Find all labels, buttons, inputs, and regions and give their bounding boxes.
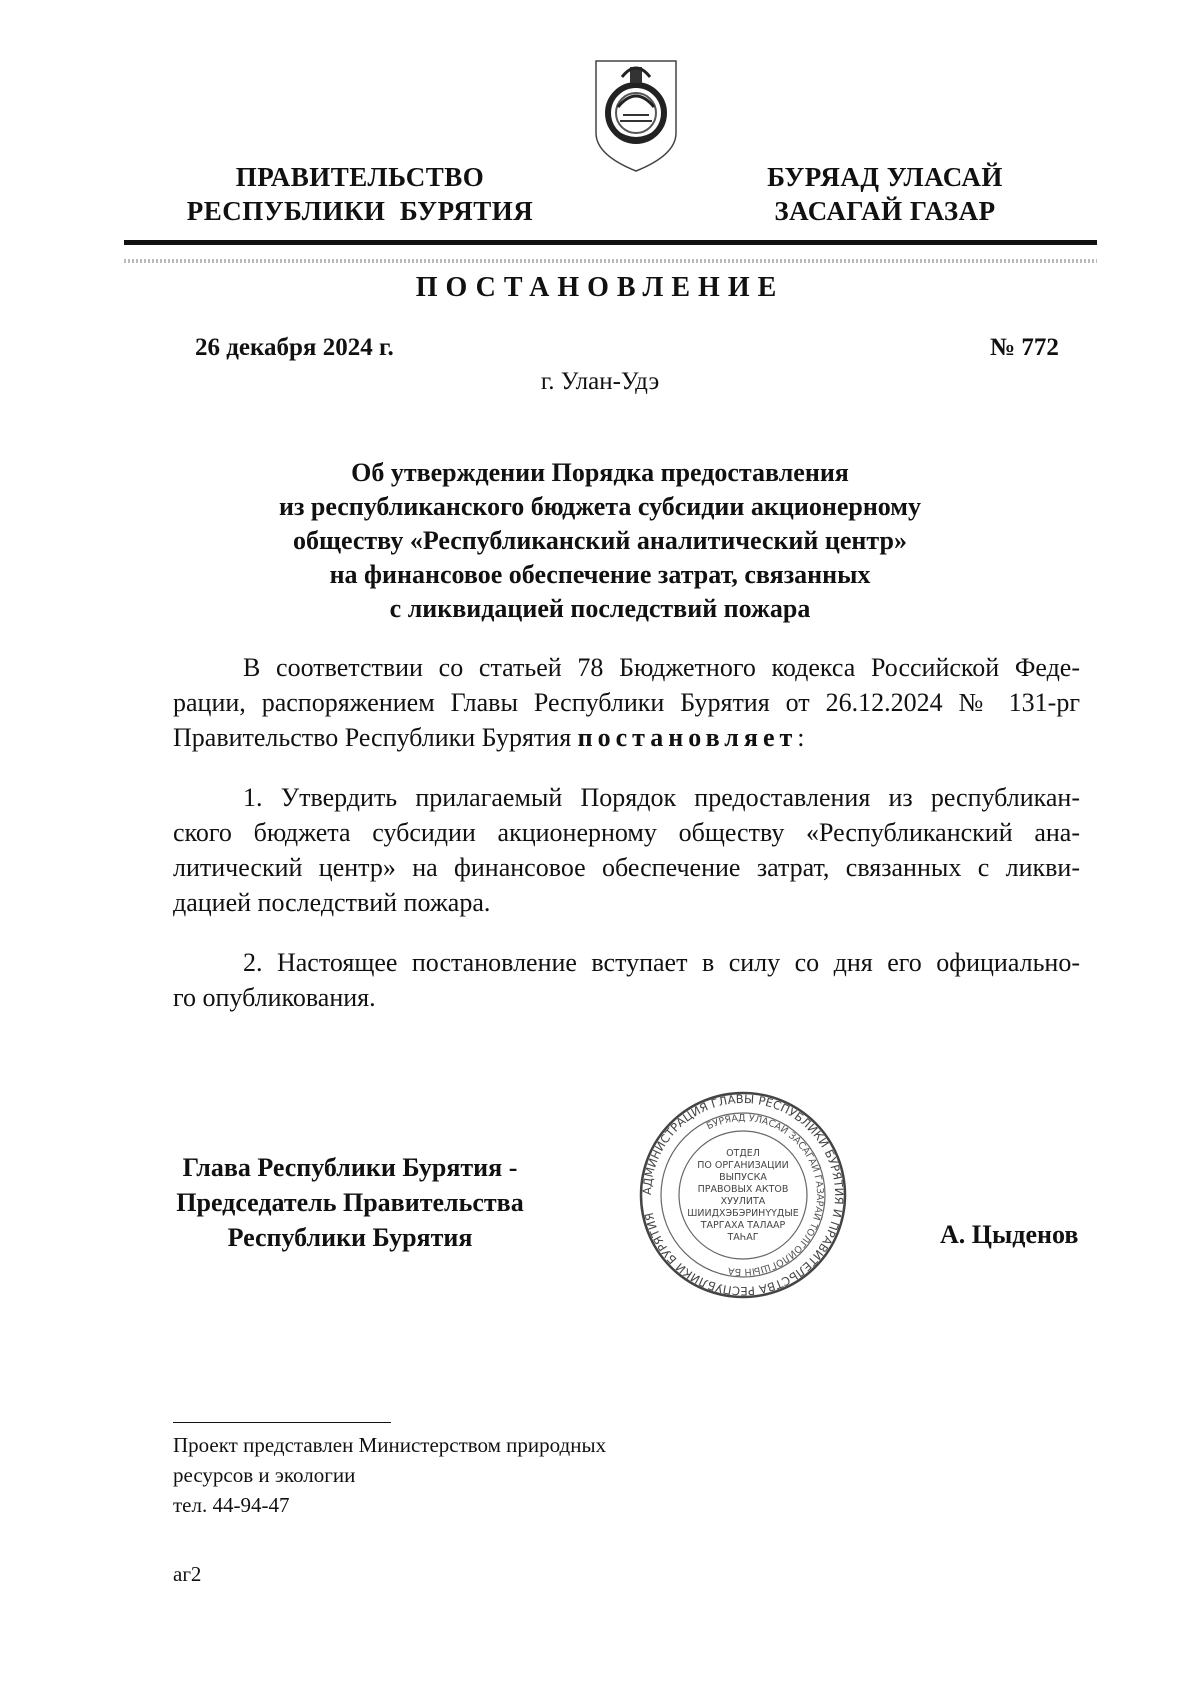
signer-line3: Республики Бурятия xyxy=(227,1223,473,1252)
preamble-line3 xyxy=(173,720,1080,755)
seal-center-line: ПРАВОВЫХ АКТОВ xyxy=(697,1184,789,1195)
seal-outer-text: АДМИНИСТРАЦИЯ ГЛАВЫ РЕСПУБЛИКИ БУРЯТИЯ И ПРАВИТЕЛЬСТВА РЕСПУБЛИКИ БУРЯТИЯ xyxy=(639,1091,847,1299)
footnote-line3: тел. 44-94-47 xyxy=(173,1493,290,1517)
signer-name: А. Цыденов xyxy=(940,1220,1079,1249)
item-2-paragraph xyxy=(173,945,1080,1015)
signer-title xyxy=(150,1150,550,1255)
preamble-line3-end: : xyxy=(797,723,805,752)
preamble-line1: В соответствии со статьей 78 Бюджетного кодекса Российской Феде- xyxy=(243,653,1080,682)
document-number: № 772 xyxy=(990,334,1059,361)
preamble-line2: рации, распоряжением Главы Республики Бурятия от 26.12.2024 № 131-рг xyxy=(173,688,1080,717)
footnote xyxy=(173,1430,606,1520)
document-type: ПОСТАНОВЛЕНИЕ xyxy=(415,272,785,303)
signer-line1: Глава Республики Бурятия - xyxy=(182,1153,518,1182)
header-right-line1: БУРЯАД УЛАСАЙ xyxy=(767,162,1003,192)
item1-line1: 1. Утвердить прилагаемый Порядок предоставления из республикан- xyxy=(243,783,1080,812)
item1-line3: литический центр» на финансовое обеспечение затрат, связанных с ликви- xyxy=(173,853,1080,882)
title-line: на финансовое обеспечение затрат, связанных xyxy=(329,560,871,589)
title-line: из республиканского бюджета субсидии акционерному xyxy=(278,492,922,521)
item1-line4: дацией последствий пожара. xyxy=(173,888,491,917)
seal-center-line: ТАҺАГ xyxy=(727,1232,759,1243)
header-divider-thick xyxy=(124,240,1097,245)
header-right-line2: ЗАСАГАЙ ГАЗАР xyxy=(774,196,996,226)
item2-line1: 2. Настоящее постановление вступает в силу со дня его официально- xyxy=(243,948,1080,977)
document-date: 26 декабря 2024 г. xyxy=(195,334,394,361)
seal-center-line: ВЫПУСКА xyxy=(719,1172,767,1183)
seal-center-line: ХУУЛИТА xyxy=(720,1196,766,1207)
item1-line2: ского бюджета субсидии акционерному обществу «Республиканский ана- xyxy=(173,818,1080,847)
item2-line2: го опубликования. xyxy=(173,983,376,1012)
header-left-line1: ПРАВИТЕЛЬСТВО xyxy=(235,162,485,192)
seal-inner-text: БУРЯАД УЛАСАЙ ЗАСАГАЙ ГАЗАРАЙ ТОЛГОЙЛОГШЫН БА xyxy=(704,1112,826,1278)
document-city: г. Улан-Удэ xyxy=(540,368,660,395)
header-government-bua xyxy=(735,160,1035,228)
preamble-line3-start: Правительство Республики Бурятия xyxy=(173,723,578,752)
header-divider-thin xyxy=(124,259,1097,263)
signer-line2: Председатель Правительства xyxy=(176,1188,524,1217)
preamble-paragraph xyxy=(173,650,1080,755)
header-government-ru xyxy=(160,160,560,228)
item-1-paragraph xyxy=(173,780,1080,920)
title-line: Об утверждении Порядка предоставления xyxy=(351,458,849,487)
document-title xyxy=(200,456,1000,626)
title-line: обществу «Республиканский аналитический центр» xyxy=(293,526,907,555)
official-seal xyxy=(638,1090,848,1300)
resolves-word: постановляет xyxy=(577,723,798,752)
coat-of-arms-emblem xyxy=(590,55,682,175)
seal-center-line: ШИИДХЭБЭРИНҮҮДЫЕ xyxy=(687,1208,799,1219)
document-code: аг2 xyxy=(173,1562,202,1586)
seal-center-line: ОТДЕЛ xyxy=(726,1148,760,1159)
title-line: с ликвидацией последствий пожара xyxy=(389,594,811,623)
seal-center-line: ТАРГАХА ТАЛААР xyxy=(700,1220,786,1231)
header-left-line2: РЕСПУБЛИКИ БУРЯТИЯ xyxy=(186,196,534,226)
footnote-line1: Проект представлен Министерством природных xyxy=(173,1433,607,1457)
footnote-divider xyxy=(173,1422,391,1423)
seal-center-line: ПО ОРГАНИЗАЦИИ xyxy=(697,1160,789,1171)
footnote-line2: ресурсов и экологии xyxy=(173,1463,356,1487)
